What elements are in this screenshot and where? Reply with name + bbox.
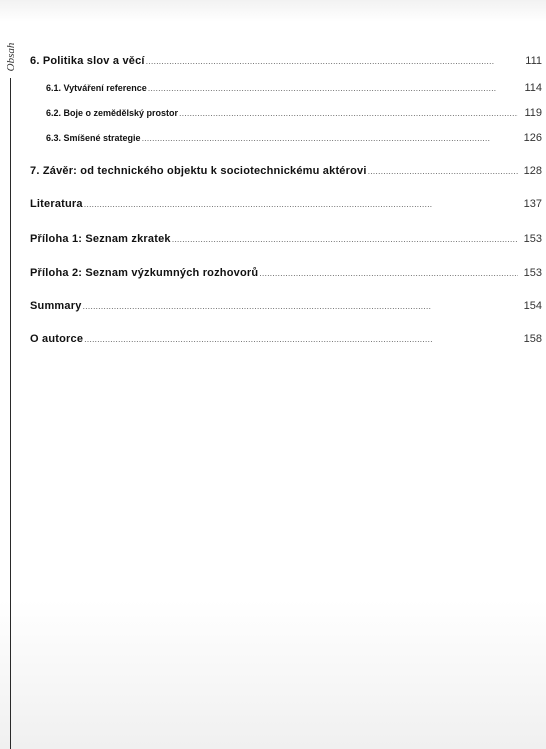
scan-shadow-bottom (0, 600, 546, 749)
toc-entry-title: Příloha 1: Seznam zkratek (30, 233, 171, 245)
toc-entry-literatura[interactable] (30, 198, 542, 210)
toc-leader-dots (146, 56, 518, 66)
toc-leader-dots (84, 334, 518, 344)
toc-entry-priloha-2[interactable] (30, 267, 542, 279)
toc-entry-summary[interactable] (30, 300, 542, 312)
toc-entry-page: 137 (523, 198, 542, 210)
toc-entry-page: 126 (523, 132, 542, 144)
running-header-label: Obsah (5, 42, 17, 72)
toc-entry-section-6-2[interactable] (46, 107, 542, 119)
toc-entry-title: 6.1. Vytváření reference (46, 83, 147, 93)
toc-leader-dots (83, 301, 518, 311)
toc-entry-page: 154 (523, 300, 542, 312)
toc-leader-dots (368, 166, 518, 176)
margin-rule (10, 78, 11, 749)
toc-entry-chapter-7[interactable] (30, 165, 542, 177)
toc-leader-dots (179, 108, 518, 118)
toc-entry-page: 158 (523, 333, 542, 345)
toc-entry-section-6-1[interactable] (46, 82, 542, 94)
toc-leader-dots (172, 234, 518, 244)
toc-entry-title: Summary (30, 300, 82, 312)
toc-entry-title: O autorce (30, 333, 84, 345)
toc-leader-dots (259, 268, 518, 278)
toc-entry-title: Literatura (30, 198, 83, 210)
toc-entry-page: 114 (524, 82, 542, 94)
toc-leader-dots (142, 133, 518, 143)
scan-shadow-top (0, 0, 546, 22)
toc-entry-page: 128 (523, 165, 542, 177)
toc-entry-page: 153 (523, 233, 542, 245)
toc-leader-dots (148, 83, 518, 93)
toc-entry-title: 6.2. Boje o zemědělský prostor (46, 108, 179, 118)
toc-entry-chapter-6[interactable] (30, 55, 542, 67)
toc-entry-page: 119 (524, 107, 542, 119)
toc-entry-title: 6. Politika slov a věcí (30, 55, 145, 67)
toc-entry-section-6-3[interactable] (46, 132, 542, 144)
running-header (1, 40, 21, 74)
toc-entry-title: Příloha 2: Seznam výzkumných rozhovorů (30, 267, 259, 279)
toc-entry-title: 7. Závěr: od technického objektu k sociotechnickému aktérovi (30, 165, 367, 177)
toc-leader-dots (84, 199, 518, 209)
toc-entry-priloha-1[interactable] (30, 233, 542, 245)
toc-entry-title: 6.3. Smíšené strategie (46, 133, 141, 143)
toc-entry-o-autorce[interactable] (30, 333, 542, 345)
toc-entry-page: 111 (525, 55, 542, 67)
toc-entry-page: 153 (523, 267, 542, 279)
